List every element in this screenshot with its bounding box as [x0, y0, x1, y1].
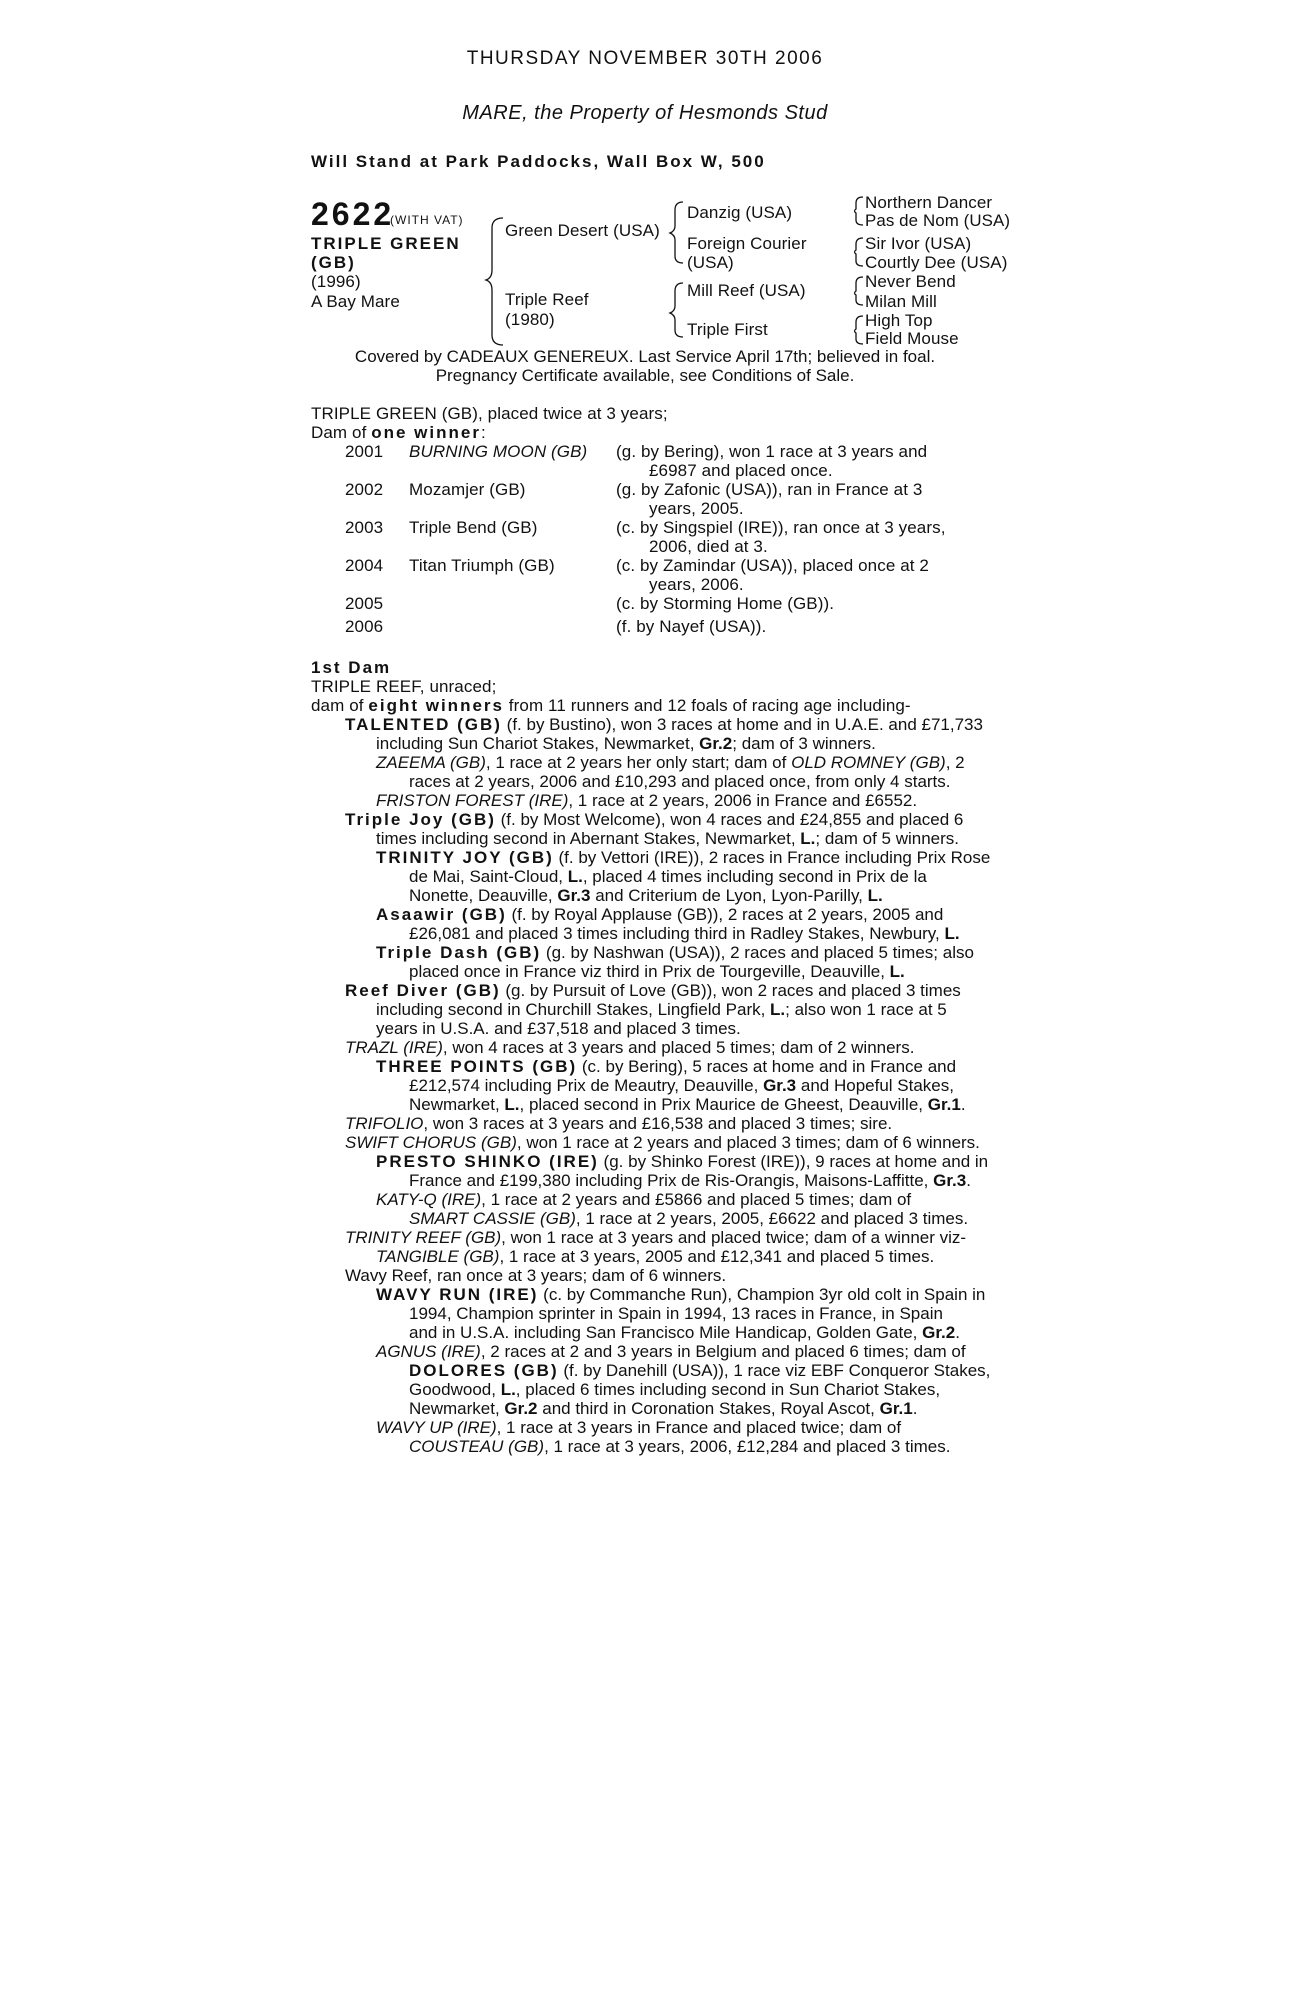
lot-description: A Bay Mare [311, 292, 400, 311]
dam-of-line: Dam of one winner: [311, 423, 486, 442]
progeny-entry-cont: placed once in France viz third in Prix de Tourgeville, Deauville, L. [409, 962, 905, 981]
vat-note: (WITH VAT) [390, 213, 464, 227]
pedigree-sire-dam: Foreign Courier [687, 234, 807, 253]
progeny-entry: THREE POINTS (GB) (c. by Bering), 5 races at home and in France and [376, 1057, 957, 1076]
pedigree-dsd: Milan Mill [865, 292, 937, 311]
progeny-entry-cont: Newmarket, Gr.2 and third in Coronation Stakes, Royal Ascot, Gr.1. [409, 1399, 918, 1418]
progeny-entry: ZAEEMA (GB), 1 race at 2 years her only start; dam of OLD ROMNEY (GB), 2 [376, 753, 965, 772]
progeny-entry: Triple Dash (GB) (g. by Nashwan (USA)), 2 races and placed 5 times; also [376, 943, 974, 962]
progeny-entry-cont: and in U.S.A. including San Francisco Mile Handicap, Golden Gate, Gr.2. [409, 1323, 960, 1342]
progeny-entry: KATY-Q (IRE), 1 race at 2 years and £5866 and placed 5 times; dam of [376, 1190, 912, 1209]
covered-line: Covered by CADEAUX GENEREUX. Last Service April 17th; believed in foal. [354, 347, 936, 366]
lot-number: 2622 [311, 196, 395, 232]
first-dam-heading: 1st Dam [311, 658, 392, 677]
progeny-entry: SWIFT CHORUS (GB), won 1 race at 2 years and placed 3 times; dam of 6 winners. [345, 1133, 980, 1152]
progeny-entry-cont: SMART CASSIE (GB), 1 race at 2 years, 2005, £6622 and placed 3 times. [409, 1209, 969, 1228]
progeny-entry: FRISTON FOREST (IRE), 1 race at 2 years, 2006 in France and £6552. [376, 791, 918, 810]
progeny-entry-cont: Goodwood, L., placed 6 times including second in Sun Chariot Stakes, [409, 1380, 941, 1399]
lot-year: (1996) [311, 272, 361, 291]
progeny-entry: DOLORES (GB) (f. by Danehill (USA)), 1 race viz EBF Conqueror Stakes, [409, 1361, 991, 1380]
record-line: TRIPLE GREEN (GB), placed twice at 3 years; [311, 404, 668, 423]
pedigree-sire-sire: Danzig (USA) [687, 203, 793, 222]
progeny-entry: Triple Joy (GB) (f. by Most Welcome), won 4 races and £24,855 and placed 6 [345, 810, 964, 829]
pedigree-dss: Never Bend [865, 272, 956, 291]
pedigree-sds: Sir Ivor (USA) [865, 234, 972, 253]
progeny-entry: PRESTO SHINKO (IRE) (g. by Shinko Forest (IRE)), 9 races at home and in [376, 1152, 989, 1171]
catalogue-page: THURSDAY NOVEMBER 30TH 2006 MARE, the Property of Hesmonds Stud Will Stand at Park Paddocks, Wall Box W, 500 2622 (WITH VAT) TRIPLE GREEN (GB) (1996) A Bay Mare Green Desert (USA) Triple Reef (1980) Danzig (USA) Foreign Courier (USA) Mill Reef (USA) Triple First Northern Dancer Pas de Nom (USA) Sir Ivor (USA) Courtly Dee (USA) Never Bend Milan Mill High Top Field Mouse Covered by CADEAUX GENEREUX. Last Service April 17th; believed in foal. Pregnancy Certificate available, see Conditions of Sale. TRIPLE GREEN (GB), placed twice at 3 years; Dam of one winner: 2001 BURNING MOON (GB) (g. by Bering), won 1 race at 3 years and £6987 and placed once. 2002 Mozamjer (GB) (g. by Zafonic (USA)), ran in France at 3 years, 2005. 2003 Triple Bend (GB) (c. by Singspiel (IRE)), ran once at 3 years, 2006, died at 3. 2004 Titan Triumph (GB) (c. by Zamindar (USA)), placed once at 2 years, 2006. 2005 (c. by Storming Home (GB)). 2006 (f. by Nayef (USA)). 1st Dam TRIPLE REEF, unraced; dam of eight winners from 11 runners and 12 foals of racing age including- TALENTED (GB) (f. by Bustino), won 3 races at home and in U.A.E. and £71,733 including Sun Chariot Stakes, Newmarket, Gr.2; dam of 3 winners. ZAEEMA (GB), 1 race at 2 years her only start; dam of OLD ROMNEY (GB), 2 races at 2 years, 2006 and £10,293 and placed once, from only 4 starts. FRISTON FOREST (IRE), 1 race at 2 years, 2006 in France and £6552. Triple Joy (GB) (f. by Most Welcome), won 4 races and £24,855 and placed 6 times including second in Abernant Stakes, Newmarket, L.; dam of 5 winners. TRINITY JOY (GB) (f. by Vettori (IRE)), 2 races in France including Prix Rose de Mai, Saint-Cloud, L., placed 4 times including second in Prix de la Nonette, Deauville, Gr.3 and Criterium de Lyon, Lyon-Parilly, L. Asaawir (GB) (f. by Royal Applause (GB)), 2 races at 2 years, 2005 and £26,081 and placed 3 times including third in Radley Stakes, Newbury, L. Triple Dash (GB) (g. by Nashwan (USA)), 2 races and placed 5 times; also placed once in France viz third in Prix de Tourgeville, Deauville, L. Reef Diver (GB) (g. by Pursuit of Love (GB)), won 2 races and placed 3 times including second in Churchill Stakes, Lingfield Park, L.; also won 1 race at 5 years in U.S.A. and £37,518 and placed 3 times. TRAZL (IRE), won 4 races at 3 years and placed 5 times; dam of 2 winners. THREE POINTS (GB) (c. by Bering), 5 races at home and in France and £212,574 including Prix de Meautry, Deauville, Gr.3 and Hopeful Stakes, Newmarket, L., placed second in Prix Maurice de Gheest, Deauville, Gr.1. TRIFOLIO, won 3 races at 3 years and £16,538 and placed 3 times; sire. SWIFT CHORUS (GB), won 1 race at 2 years and placed 3 times; dam of 6 winners. PRESTO SHINKO (IRE) (g. by Shinko Forest (IRE)), 9 races at home and in France and £199,380 including Prix de Ris-Orangis, Maisons-Laffitte, Gr.3. KATY-Q (IRE), 1 race at 2 years and £5866 and placed 5 times; dam of SMART CASSIE (GB), 1 race at 2 years, 2005, £6622 and placed 3 times. TRINITY REEF (GB), won 1 race at 3 years and placed twice; dam of a winner viz- TANGIBLE (GB), 1 race at 3 years, 2005 and £12,341 and placed 5 times. Wavy Reef, ran once at 3 years; dam of 6 winners. WAVY RUN (IRE) (c. by Commanche Run), Champion 3yr old colt in Spain in 1994, Champion sprinter in Spain in 1994, 13 races in France, in Spain and in U.S.A. including San Francisco Mile Handicap, Golden Gate, Gr.2. AGNUS (IRE), 2 races at 2 and 3 years in Belgium and placed 6 times; dam of DOLORES (GB) (f. by Danehill (USA)), 1 race viz EBF Conqueror Stakes, Goodwood, L., placed 6 times including second in Sun Chariot Stakes, Newmarket, Gr.2 and third in Coronation Stakes, Royal Ascot, Gr.1. WAVY UP (IRE), 1 race at 3 years in France and placed twice; dam of COUSTEAU (GB), 1 race at 3 years, 2006, £12,284 and placed 3 times. [0, 0, 1290, 2000]
progeny-entry-cont: France and £199,380 including Prix de Ris-Orangis, Maisons-Laffitte, Gr.3. [409, 1171, 971, 1190]
progeny-entry: TRINITY JOY (GB) (f. by Vettori (IRE)), 2 races in France including Prix Rose [376, 848, 991, 867]
first-dam-summary: dam of eight winners from 11 runners and 12 foals of racing age including- [311, 696, 911, 715]
progeny-entry: TRINITY REEF (GB), won 1 race at 3 years and placed twice; dam of a winner viz- [345, 1228, 967, 1247]
pedigree-dam-year: (1980) [505, 310, 555, 329]
progeny-entry: AGNUS (IRE), 2 races at 2 and 3 years in Belgium and placed 6 times; dam of [376, 1342, 966, 1361]
lot-name: TRIPLE GREEN [311, 234, 461, 253]
progeny-entry-cont: Newmarket, L., placed second in Prix Maurice de Gheest, Deauville, Gr.1. [409, 1095, 966, 1114]
pedigree-sss: Northern Dancer [865, 193, 993, 212]
progeny-entry-cont: £26,081 and placed 3 times including third in Radley Stakes, Newbury, L. [409, 924, 960, 943]
lot-country: (GB) [311, 253, 356, 272]
pedigree-dds: High Top [865, 311, 933, 330]
progeny-entry: Reef Diver (GB) (g. by Pursuit of Love (GB)), won 2 races and placed 3 times [345, 981, 961, 1000]
progeny-entry-cont: COUSTEAU (GB), 1 race at 3 years, 2006, £12,284 and placed 3 times. [409, 1437, 951, 1456]
sale-date: THURSDAY NOVEMBER 30TH 2006 [466, 48, 824, 69]
progeny-entry-cont: years in U.S.A. and £37,518 and placed 3 times. [376, 1019, 741, 1038]
progeny-entry: Asaawir (GB) (f. by Royal Applause (GB)), 2 races at 2 years, 2005 and [376, 905, 944, 924]
progeny-entry: Wavy Reef, ran once at 3 years; dam of 6 winners. [345, 1266, 727, 1285]
first-dam-name: TRIPLE REEF, unraced; [311, 677, 497, 696]
pedigree-sdd: Courtly Dee (USA) [865, 253, 1008, 272]
pedigree-dam-sire: Mill Reef (USA) [687, 281, 806, 300]
progeny-entry-cont: £212,574 including Prix de Meautry, Deauville, Gr.3 and Hopeful Stakes, [409, 1076, 954, 1095]
stand-location: Will Stand at Park Paddocks, Wall Box W, 500 [311, 152, 766, 171]
pedigree-dam-dam: Triple First [687, 320, 768, 339]
lot-subtitle: MARE, the Property of Hesmonds Stud [462, 102, 828, 124]
pedigree-ddd: Field Mouse [865, 329, 959, 348]
pedigree-sire: Green Desert (USA) [505, 221, 660, 240]
pedigree-ssd: Pas de Nom (USA) [865, 211, 1011, 230]
progeny-entry-cont: including second in Churchill Stakes, Lingfield Park, L.; also won 1 race at 5 [376, 1000, 947, 1019]
progeny-entry: WAVY UP (IRE), 1 race at 3 years in France and placed twice; dam of [376, 1418, 902, 1437]
progeny-entry: TRIFOLIO, won 3 races at 3 years and £16,538 and placed 3 times; sire. [345, 1114, 893, 1133]
progeny-entry: WAVY RUN (IRE) (c. by Commanche Run), Champion 3yr old colt in Spain in [376, 1285, 986, 1304]
pedigree-dam: Triple Reef [505, 290, 589, 309]
progeny-entry-cont: Nonette, Deauville, Gr.3 and Criterium de Lyon, Lyon-Parilly, L. [409, 886, 883, 905]
pedigree-sire-dam-country: (USA) [687, 253, 734, 272]
progeny-entry: TRAZL (IRE), won 4 races at 3 years and placed 5 times; dam of 2 winners. [345, 1038, 915, 1057]
progeny-entry-cont: times including second in Abernant Stakes, Newmarket, L.; dam of 5 winners. [376, 829, 960, 848]
progeny-entry: TANGIBLE (GB), 1 race at 3 years, 2005 and £12,341 and placed 5 times. [376, 1247, 935, 1266]
progeny-entry-cont: de Mai, Saint-Cloud, L., placed 4 times including second in Prix de la [409, 867, 927, 886]
progeny-entry-cont: including Sun Chariot Stakes, Newmarket, Gr.2; dam of 3 winners. [376, 734, 876, 753]
progeny-entry-cont: races at 2 years, 2006 and £10,293 and placed once, from only 4 starts. [409, 772, 951, 791]
progeny-entry: TALENTED (GB) (f. by Bustino), won 3 races at home and in U.A.E. and £71,733 [345, 715, 983, 734]
pregnancy-line: Pregnancy Certificate available, see Conditions of Sale. [435, 366, 855, 385]
progeny-entry-cont: 1994, Champion sprinter in Spain in 1994, 13 races in France, in Spain [409, 1304, 943, 1323]
